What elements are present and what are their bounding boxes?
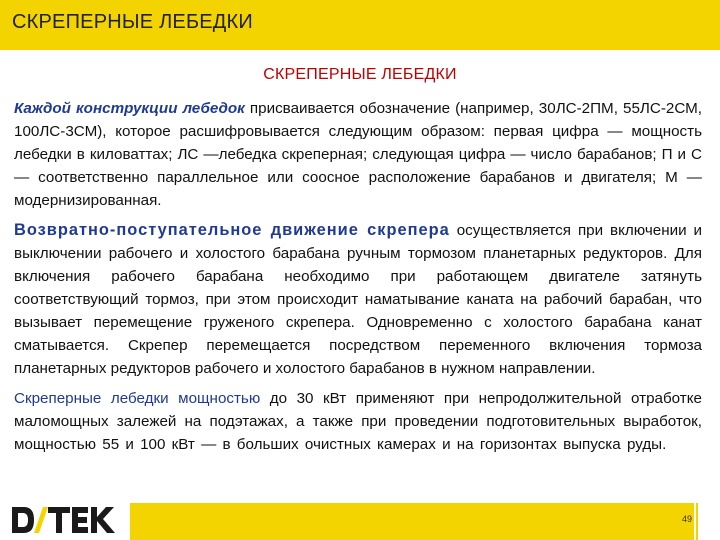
page-number: 49 xyxy=(681,514,692,524)
paragraph-3 xyxy=(14,387,702,456)
slide-title: СКРЕПЕРНЫЕ ЛЕБЕДКИ xyxy=(263,66,457,83)
paragraph-2 xyxy=(14,219,702,380)
paragraph-3-text: до 30 кВт применяют при непродолжительной отработке маломощных залежей на подэтажах, а также при проведении подготовительных выработок, мощностью 55 и 100 кВт — в больших очистных камерах и на горизонтах выпуска руды. xyxy=(14,390,702,453)
paragraph-2-text: осуществляется при включении и выключении рабочего и холостого барабана ручным тормозом планетарных редукторов. Для включения рабочего барабана необходимо при работающем двигателе затянуть соответствующий тормоз, при этом происходит наматывание каната на рабочий барабан, что вызывает перемещение груженого скрепера. Одновременно с холостого барабана канат сматывается. Скрепер перемещается посредством переменного включения тормоза планетарных редукторов рабочего и холостого барабанов в нужном направлении. xyxy=(14,222,702,377)
paragraph-1-lead: Каждой конструкции лебедок xyxy=(14,100,245,117)
slide-content xyxy=(14,97,702,456)
footer-accent-line xyxy=(696,503,698,540)
dtek-logo xyxy=(10,504,122,536)
header-bar xyxy=(0,0,720,50)
paragraph-2-lead: Возвратно-поступательное движение скрепера xyxy=(14,221,450,239)
paragraph-3-lead: Скреперные лебедки мощностью xyxy=(14,390,261,407)
paragraph-1 xyxy=(14,97,702,212)
paragraph-1-text: присваивается обозначение (например, 30ЛС-2ПМ, 55ЛС-2СМ, 100ЛС-3СМ), которое расшифровывается следующим образом: первая цифра — мощность лебедки в киловаттах; ЛС —лебедка скреперная; следующая цифра — число барабанов; П и С — соответственно параллельное или соосное расположение барабанов и двигателя; М — модернизированная. xyxy=(14,100,702,209)
footer-accent-bar xyxy=(130,503,694,540)
header-title: СКРЕПЕРНЫЕ ЛЕБЕДКИ xyxy=(12,11,253,33)
